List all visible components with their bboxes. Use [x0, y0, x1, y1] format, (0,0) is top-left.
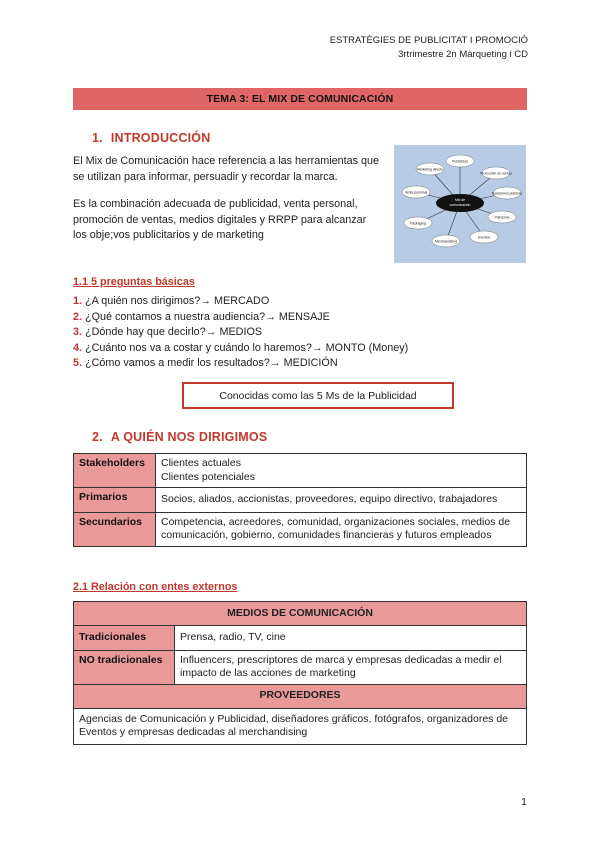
- table-cell: Clientes actuales Clientes potenciales: [156, 454, 527, 488]
- diagram-node-label: Patrocinio: [494, 215, 510, 220]
- diagram-node-label: Merchandising: [434, 239, 458, 244]
- table-cell: Socios, aliados, accionistas, proveedores, equipo directivo, trabajadores: [156, 488, 527, 513]
- table-cell: Influencers, prescriptores de marca y empresas dedicadas a medir el impacto de las acciones de marketing: [175, 650, 527, 684]
- section-1-heading: [92, 131, 210, 145]
- diagram-node-label: Publicidad: [452, 159, 468, 164]
- communication-mix-diagram-svg: [394, 145, 526, 263]
- section-1-1-heading: 1.1 5 preguntas básicas: [73, 276, 195, 288]
- page-header: [330, 34, 528, 62]
- communication-mix-diagram: [394, 145, 526, 263]
- table-cell: Prensa, radio, TV, cine: [175, 626, 527, 651]
- section-2-number: 2.: [92, 430, 103, 444]
- topic-title: TEMA 3: EL MIX DE COMUNICACIÓN: [206, 93, 394, 105]
- list-item: 5. ¿Cómo vamos a medir los resultados?→ MEDICIÓN: [73, 357, 338, 369]
- header-course: ESTRATÈGIES DE PUBLICITAT I PROMOCIÓ: [329, 35, 528, 46]
- section-1-title: INTRODUCCIÓN: [110, 131, 211, 145]
- table-row: [74, 684, 527, 708]
- diagram-node-label: Promoción de ventas: [480, 171, 512, 176]
- table-row: [74, 650, 527, 684]
- intro-paragraph-2: Es la combinación adecuada de publicidad, venta personal, promoción de ventas, medios digitales y RRPP para alcanzar los obje;vos publicitarios y de marketing: [73, 198, 367, 241]
- table-label: NO tradicionales: [74, 650, 175, 684]
- table-label: Stakeholders: [74, 454, 156, 488]
- diagram-node-label: Eventos: [477, 235, 491, 240]
- table-cell: Competencia, acreedores, comunidad, organizaciones sociales, medios de comunicación, gobierno, comunidades financieras y futuros empleados: [156, 512, 527, 546]
- section-2-title: A QUIÉN NOS DIRIGIMOS: [110, 430, 268, 444]
- list-item: 3. ¿Dónde hay que decirlo?→ MEDIOS: [73, 326, 263, 338]
- table-row: [74, 602, 527, 626]
- table-row: [74, 454, 527, 488]
- audience-table: [73, 453, 527, 547]
- header-term: 3rtrimestre 2n Màrqueting i CD: [398, 49, 528, 60]
- table-row: [74, 626, 527, 651]
- table-cell: Agencias de Comunicación y Publicidad, diseñadores gráficos, fotógrafos, organizadores de Eventos y empresas dedicadas al merchandising: [74, 708, 527, 744]
- section-1-number: 1.: [92, 131, 103, 145]
- diagram-node-label: Venta personal: [404, 190, 428, 195]
- external-relations-table: [73, 601, 527, 745]
- diagram-node-label: Marketing directo: [416, 167, 444, 172]
- svg-text:comunicación: comunicación: [449, 203, 471, 207]
- topic-title-bar: [73, 88, 527, 110]
- diagram-node-label: Packaging: [410, 221, 426, 226]
- table-row: [74, 488, 527, 513]
- section-2-1-heading: 2.1 Relación con entes externos: [73, 581, 238, 593]
- list-item: 4. ¿Cuánto nos va a costar y cuándo lo haremos?→ MONTO (Money): [73, 341, 409, 354]
- list-item: 1. ¿A quién nos dirigimos?→ MERCADO: [73, 295, 270, 307]
- table-row: [74, 512, 527, 546]
- table-label: Secundarios: [74, 512, 156, 546]
- page-number: 1: [521, 796, 527, 808]
- list-item: 2. ¿Qué contamos a nuestra audiencia?→ MENSAJE: [73, 310, 330, 323]
- five-ms-callout: [182, 382, 454, 409]
- media-header: MEDIOS DE COMUNICACIÓN: [74, 602, 527, 626]
- section-2-heading: [92, 430, 267, 444]
- table-label: Primarios: [74, 488, 156, 513]
- table-label: Tradicionales: [74, 626, 175, 651]
- table-row: [74, 708, 527, 744]
- basic-questions-list: [73, 294, 408, 372]
- diagram-center-label: Mix de: [455, 198, 465, 202]
- intro-paragraph-1: El Mix de Comunicación hace referencia a las herramientas que se utilizan para informar, persuadir y recordar la marca.: [73, 155, 380, 183]
- callout-text: Conocidas como las 5 Ms de la Publicidad: [219, 389, 417, 402]
- suppliers-header: PROVEEDORES: [74, 684, 527, 708]
- diagram-node-label: Relaciones públicas: [491, 191, 523, 196]
